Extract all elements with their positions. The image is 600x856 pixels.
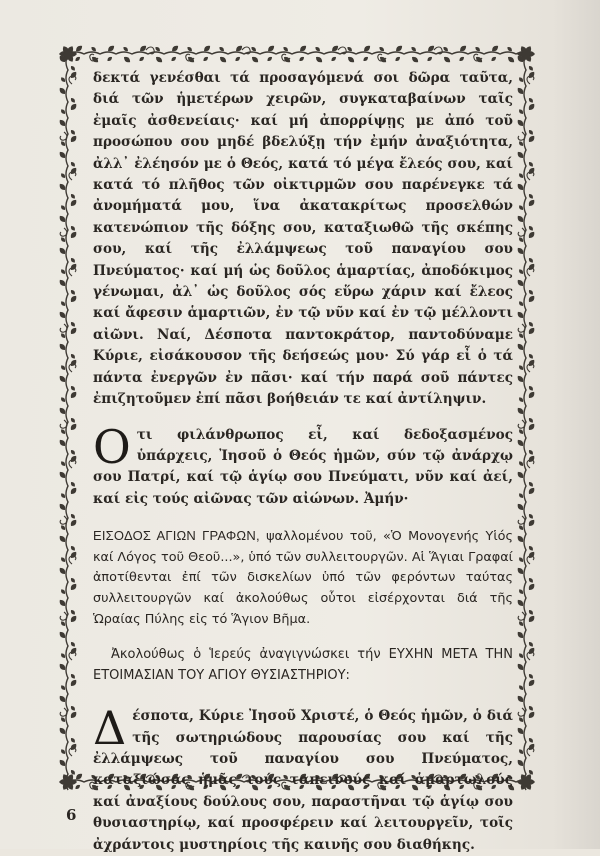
page-text [93, 68, 513, 856]
drop-cap: Δ [93, 701, 127, 756]
prayer-continuation: δεκτά γενέσθαι τά προσαγόμενά σοι δῶρα ταῦτα, διά τῶν ἡμετέρων χειρῶν, συγκαταβαίνων ταῖς ἐμαῖς ἀσθενείαις· καί μή ἀπορρίψῃς με ἀπό τοῦ προσώπου σου μηδέ βδελύξῃ τήν ἐμήν ἀναξιότητα, ἀλλ᾿ ἐλέησόν με ὁ Θεός, κατά τό μέγα ἔλεός σου, καί κατά τό πλῆθος τῶν οἰκτιρμῶν σου παρένεγκε τά ἀνομήματά μου, ἵνα ἀκατακρίτως προσελθών κατενώπιον τῆς δόξης σου, καταξιωθῶ τῆς σκέπης σου, καί τῆς ἐλλάμψεως τοῦ παναγίου σου Πνεύματος· καί μή ὡς δοῦλος ἁμαρτίας, ἀποδόκιμος γένωμαι, ἀλ᾿ ὡς δοῦλος σός εὕρω χάριν καί ἔλεος καί ἄφεσιν ἁμαρτιῶν, ἐν τῷ νῦν καί ἐν τῷ μέλλοντι αἰῶνι. Ναί, Δέσποτα παντοκράτορ, παντοδύναμε Κύριε, εἰσάκουσον τῆς δεήσεώς μου· Σύ γάρ εἶ ὁ τά πάντα ἐνεργῶν ἐν πᾶσι· καί τήν παρά σοῦ πάντες ἐπιζητοῦμεν ἐπί πᾶσι βοήθειάν τε καί ἀντίληψιν. [93, 70, 513, 408]
rubric-entrance [93, 526, 513, 630]
doxology-text: τι φιλάνθρωπος εἶ, καί δεδοξασμένος ὑπάρχεις, Ἰησοῦ ὁ Θεός ἡμῶν, σύν τῷ ἀνάρχῳ σου Πατρί, καί τῷ ἁγίῳ σου Πνεύματι, νῦν καί ἀεί, καί εἰς τούς αἰῶνας τῶν αἰώνων. Ἀμήν· [93, 426, 513, 507]
page-number: 6 [66, 806, 77, 824]
rubric-instruction: Ἀκολούθως ὁ Ἱερεύς ἀναγιγνώσκει τήν ΕΥΧΗΝ ΜΕΤΑ ΤΗΝ ΕΤΟΙΜΑΣΙΑΝ ΤΟΥ ΑΓΙΟΥ ΘΥΣΙΑΣΤΗΡΙΟΥ: [93, 647, 513, 684]
prayer-text: έσποτα, Κύριε Ἰησοῦ Χριστέ, ὁ Θεός ἡμῶν, ὁ διά τῆς σωτηριώδους παρουσίας σου καί τῆς ἐλλάμψεως τοῦ παναγίου σου Πνεύματος, καταξιώσας ἡμᾶς τούς ταπεινούς καί ἁμαρτωλούς καί ἀναξίους δούλους σου, παραστῆναι τῷ ἁγίῳ σου θυσιαστηρίῳ, καί προσφέρειν καί λειτουργεῖν, τοῖς ἀχράντοις μυστηρίοις τῆς καινῆς σου διαθήκης. [93, 708, 513, 853]
prayer-paragraph [93, 701, 513, 856]
drop-cap: Ο [93, 419, 131, 474]
doxology-paragraph [93, 419, 513, 511]
rubric-heading: ΕΙΣΟΔΟΣ ΑΓΙΩΝ ΓΡΑΦΩΝ, [93, 528, 260, 544]
rubric-text: ψαλλομένου τοῦ, «Ὁ Μονογενής Υἱός καί Λόγος τοῦ Θεοῦ...», ὑπό τῶν συλλειτουργῶν. Αἱ Ἅγιαι Γραφαί ἀποτίθενται ἐπί τῶν δισκελίων ὑπό τῶν φερόντων ταύτας συλλειτουργῶν καί ἀκολούθως οὗτοι εἰσέρχονται διά τῆς Ὡραίας Πύλης εἰς τό Ἅγιον Βῆμα. [93, 529, 513, 627]
